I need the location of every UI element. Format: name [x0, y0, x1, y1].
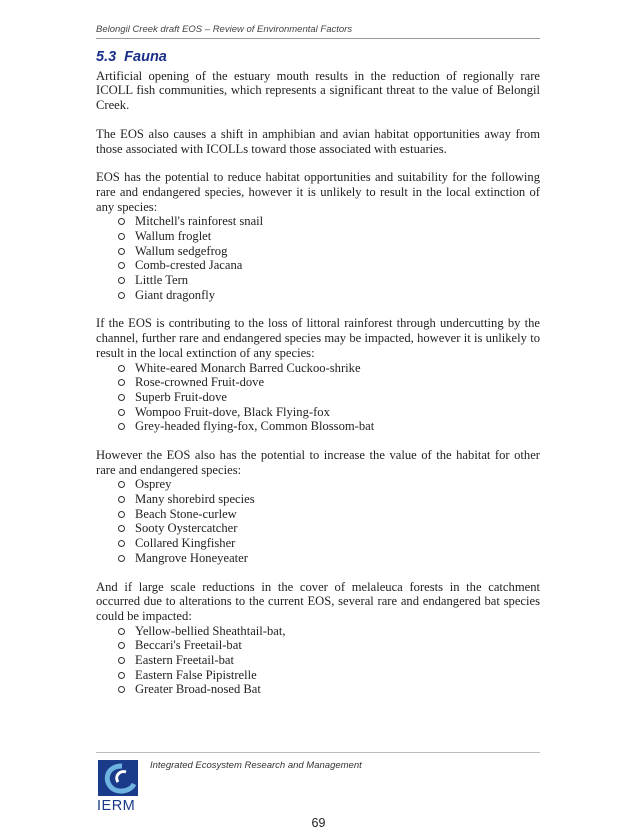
bullet-icon — [118, 409, 125, 416]
species-list — [96, 624, 540, 697]
species-list — [96, 477, 540, 565]
page-number: 69 — [311, 816, 326, 830]
bullet-icon — [118, 248, 125, 255]
bullet-icon — [118, 218, 125, 225]
list-item: Mitchell's rainforest snail — [118, 214, 540, 229]
logo-text: IERM — [97, 798, 136, 814]
section-title: Fauna — [124, 49, 167, 65]
bullet-icon — [118, 672, 125, 679]
list-item: Eastern False Pipistrelle — [118, 668, 540, 683]
running-header: Belongil Creek draft EOS – Review of Environmental Factors — [96, 24, 540, 39]
footer-organization: Integrated Ecosystem Research and Management — [150, 760, 362, 771]
bullet-icon — [118, 642, 125, 649]
bullet-icon — [118, 686, 125, 693]
list-item: Beach Stone-curlew — [118, 507, 540, 522]
section-heading — [96, 50, 540, 65]
bullet-icon — [118, 555, 125, 562]
list-item: Greater Broad-nosed Bat — [118, 682, 540, 697]
list-item: Wallum froglet — [118, 229, 540, 244]
bullet-icon — [118, 423, 125, 430]
list-item: Eastern Freetail-bat — [118, 653, 540, 668]
list-intro: However the EOS also has the potential to increase the value of the habitat for other rare and endangered species: — [96, 448, 540, 477]
paragraph: The EOS also causes a shift in amphibian and avian habitat opportunities away from those associated with ICOLLs toward those associated with estuaries. — [96, 126, 540, 156]
list-item: Giant dragonfly — [118, 288, 540, 303]
species-list — [96, 361, 540, 434]
list-item: Wompoo Fruit-dove, Black Flying-fox — [118, 405, 540, 420]
section-number: 5.3 — [96, 49, 117, 65]
bullet-icon — [118, 277, 125, 284]
list-intro: EOS has the potential to reduce habitat opportunities and suitability for the following rare and endangered species, however it is unlikely to result in the local extinction of any species: — [96, 170, 540, 214]
list-item: Superb Fruit-dove — [118, 390, 540, 405]
list-item: Little Tern — [118, 273, 540, 288]
list-intro: And if large scale reductions in the cover of melaleuca forests in the catchment occurred due to alterations to the current EOS, several rare and endangered bat species could be impacted: — [96, 579, 540, 623]
list-item: Many shorebird species — [118, 492, 540, 507]
main-content — [96, 50, 540, 711]
bullet-icon — [118, 365, 125, 372]
list-item: Wallum sedgefrog — [118, 244, 540, 259]
list-item: Beccari's Freetail-bat — [118, 638, 540, 653]
list-item: Collared Kingfisher — [118, 536, 540, 551]
bullet-icon — [118, 481, 125, 488]
paragraph: Artificial opening of the estuary mouth results in the reduction of regionally rare ICOLL fish communities, which represents a significant threat to the value of Belongil Creek. — [96, 68, 540, 113]
bullet-icon — [118, 525, 125, 532]
species-list — [96, 214, 540, 302]
list-intro: If the EOS is contributing to the loss of littoral rainforest through undercutting by the channel, further rare and endangered species may be impacted, however it is unlikely to result in the local extinction of any species: — [96, 316, 540, 360]
list-item: White-eared Monarch Barred Cuckoo-shrike — [118, 361, 540, 376]
bullet-icon — [118, 511, 125, 518]
bullet-icon — [118, 262, 125, 269]
bullet-icon — [118, 292, 125, 299]
bullet-icon — [118, 379, 125, 386]
list-item: Grey-headed flying-fox, Common Blossom-bat — [118, 419, 540, 434]
list-item: Osprey — [118, 477, 540, 492]
list-item: Comb-crested Jacana — [118, 258, 540, 273]
list-item: Mangrove Honeyeater — [118, 551, 540, 566]
bullet-icon — [118, 540, 125, 547]
bullet-icon — [118, 496, 125, 503]
bullet-icon — [118, 657, 125, 664]
footer-divider — [96, 752, 540, 753]
list-item: Rose-crowned Fruit-dove — [118, 375, 540, 390]
bullet-icon — [118, 233, 125, 240]
bullet-icon — [118, 628, 125, 635]
list-item: Sooty Oystercatcher — [118, 521, 540, 536]
list-item: Yellow-bellied Sheathtail-bat, — [118, 624, 540, 639]
bullet-icon — [118, 394, 125, 401]
